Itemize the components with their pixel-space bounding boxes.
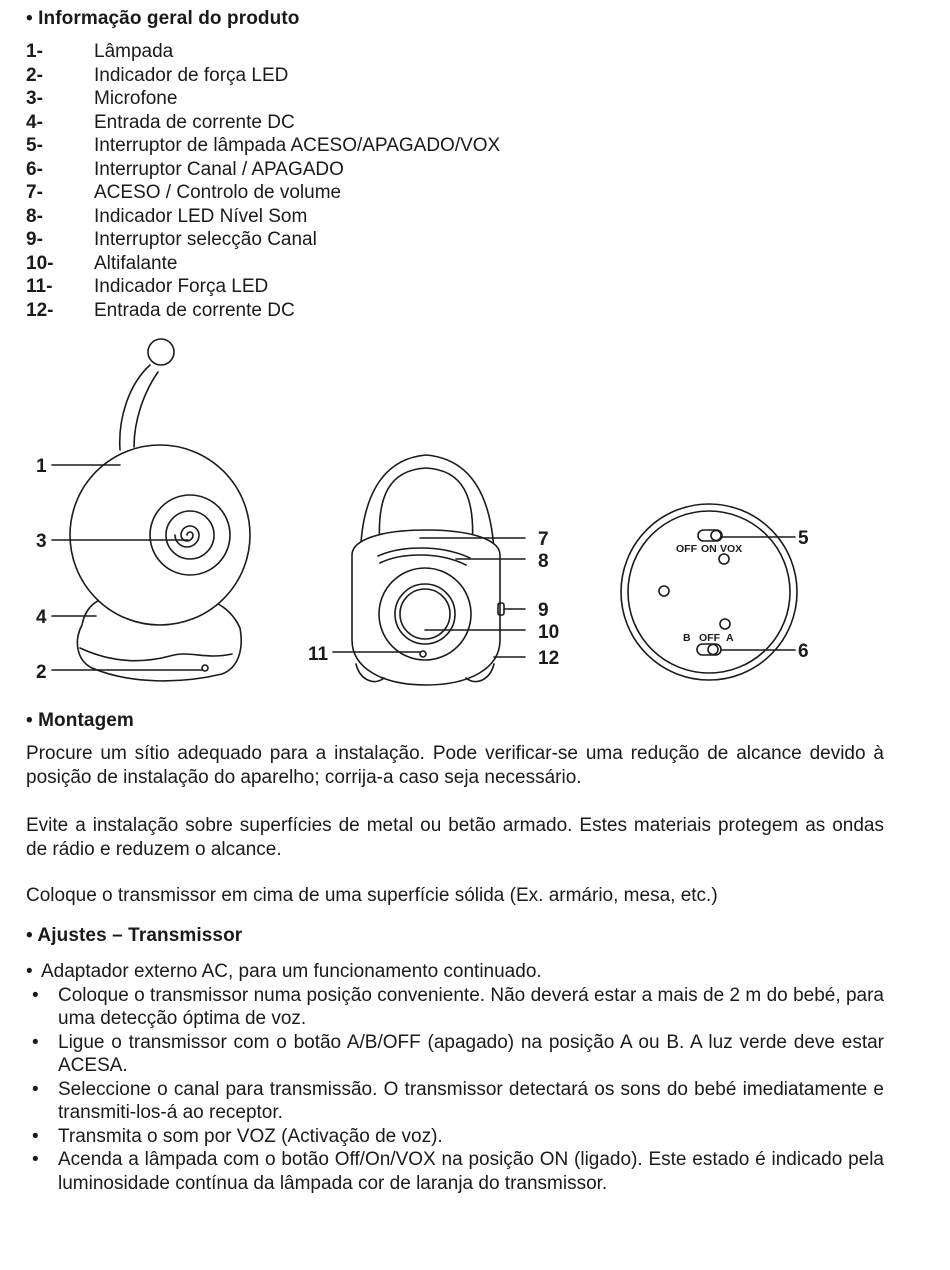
bullet-dot: • <box>32 1149 39 1170</box>
camera-arm-right <box>134 372 158 447</box>
channel-switch-knob <box>708 645 718 655</box>
product-diagram <box>0 330 950 700</box>
item-label: Indicador de força LED <box>94 64 289 86</box>
base-unit-drawing <box>621 504 797 680</box>
transmitter-settings-list <box>26 960 884 1195</box>
item-number: 11- <box>26 276 53 297</box>
item-label: Indicador Força LED <box>94 276 269 297</box>
camera-base-wave <box>80 648 232 661</box>
list-item-text: Transmita o som por VOZ (Activação de voz). <box>58 1125 443 1147</box>
callout-1: 1 <box>36 456 47 477</box>
list-item-text: Ligue o transmissor com o botão A/B/OFF (apagado) na posição A ou B. A luz verde deve estar ACESA. <box>58 1031 884 1076</box>
item-number: 8- <box>26 205 43 227</box>
section-title-product-info: • Informação geral do produto <box>26 8 300 29</box>
item-label: Altifalante <box>94 252 178 274</box>
list-item-text: Adaptador externo AC, para um funcionamento continuado. <box>41 961 542 982</box>
item-number: 5- <box>26 135 43 156</box>
item-label: Lâmpada <box>94 41 174 62</box>
item-label: Interruptor selecção Canal <box>94 229 317 250</box>
parts-list-item <box>26 299 500 323</box>
callout-11: 11 <box>308 644 329 665</box>
callout-4: 4 <box>36 607 47 628</box>
product-diagram-svg <box>0 330 950 700</box>
list-item <box>26 1148 884 1195</box>
item-number: 1- <box>26 41 43 62</box>
callout-2: 2 <box>36 662 47 683</box>
bullet-dot: • <box>32 1125 39 1147</box>
switch-label-b: B <box>683 632 691 644</box>
bullet-dot: • <box>26 961 33 982</box>
bullet-dot: • <box>32 1078 39 1100</box>
item-label: Entrada de corrente DC <box>94 111 295 133</box>
parts-list-item <box>26 40 500 64</box>
switch-label-vox: VOX <box>720 543 743 555</box>
callout-9: 9 <box>538 600 549 621</box>
base-hole-left <box>659 586 669 596</box>
list-item-text: Seleccione o canal para transmissão. O transmissor detectará os sons do bebé imediatamente e transmiti-los-á ao receptor. <box>58 1078 884 1123</box>
parts-list-item <box>26 64 500 88</box>
callout-8: 8 <box>538 551 549 572</box>
receiver-unit-drawing <box>352 455 504 685</box>
parts-list-item <box>26 228 500 252</box>
callout-10: 10 <box>538 622 560 643</box>
list-item <box>26 1078 884 1125</box>
switch-label-on: ON <box>701 543 717 555</box>
parts-list-item <box>26 205 500 229</box>
mounting-paragraph-2: Evite a instalação sobre superfícies de metal ou betão armado. Estes materiais protegem as ondas de rádio e reduzem o alcance. <box>26 815 884 860</box>
item-number: 3- <box>26 88 43 109</box>
parts-list-item <box>26 252 500 276</box>
item-label: Microfone <box>94 88 178 109</box>
item-number: 6- <box>26 158 43 180</box>
lamp-switch-knob <box>711 531 721 541</box>
camera-ball-body <box>70 445 250 625</box>
mounting-paragraph-1: Procure um sítio adequado para a instalação. Pode verificar-se uma redução de alcance devido à posição de instalação do aparelho; corrija-a caso seja necessário. <box>26 743 884 788</box>
parts-list-item <box>26 181 500 205</box>
list-item <box>26 984 884 1031</box>
base-hole-top <box>719 554 729 564</box>
receiver-body <box>352 530 500 685</box>
switch-label-a: A <box>726 632 734 644</box>
power-led-icon <box>202 665 208 671</box>
bullet-dot: • <box>32 1031 39 1053</box>
list-item-text: Coloque o transmissor numa posição conveniente. Não deverá estar a mais de 2 m do bebé, para uma detecção óptima de voz. <box>58 984 884 1029</box>
parts-list-item <box>26 87 500 111</box>
callout-5: 5 <box>798 528 809 549</box>
item-number: 7- <box>26 182 43 203</box>
callout-3: 3 <box>36 531 47 552</box>
mounting-paragraph-3: Coloque o transmissor em cima de uma superfície sólida (Ex. armário, mesa, etc.) <box>26 885 718 906</box>
section-title-transmitter-settings: • Ajustes – Transmissor <box>26 925 243 946</box>
item-number: 12- <box>26 299 54 321</box>
item-label: Interruptor Canal / APAGADO <box>94 158 344 180</box>
parts-list-item <box>26 134 500 158</box>
list-item <box>26 960 884 984</box>
section-title-mounting: • Montagem <box>26 710 134 731</box>
callout-12: 12 <box>538 648 560 669</box>
item-number: 9- <box>26 229 43 250</box>
item-number: 4- <box>26 111 43 133</box>
item-number: 10- <box>26 252 54 274</box>
base-hole-bottom <box>720 619 730 629</box>
camera-unit-drawing <box>70 339 250 681</box>
switch-label-channel-off: OFF <box>699 632 720 644</box>
lamp-bulb-icon <box>148 339 174 365</box>
callout-7: 7 <box>538 529 549 550</box>
list-item <box>26 1125 884 1149</box>
list-item <box>26 1031 884 1078</box>
parts-list <box>26 40 500 322</box>
item-label: Interruptor de lâmpada ACESO/APAGADO/VOX <box>94 135 501 156</box>
base-inner-ring <box>628 511 790 673</box>
parts-list-item <box>26 158 500 182</box>
bullet-dot: • <box>32 984 39 1006</box>
item-label: Entrada de corrente DC <box>94 299 295 321</box>
callout-6: 6 <box>798 641 809 662</box>
item-label: ACESO / Controlo de volume <box>94 182 342 203</box>
parts-list-item <box>26 111 500 135</box>
item-label: Indicador LED Nível Som <box>94 205 308 227</box>
list-item-text: Acenda a lâmpada com o botão Off/On/VOX na posição ON (ligado). Este estado é indicado pela luminosidade contínua da lâmpada cor de laranja do transmissor. <box>58 1149 884 1194</box>
switch-label-off: OFF <box>676 543 697 555</box>
item-number: 2- <box>26 64 43 86</box>
parts-list-item <box>26 275 500 299</box>
